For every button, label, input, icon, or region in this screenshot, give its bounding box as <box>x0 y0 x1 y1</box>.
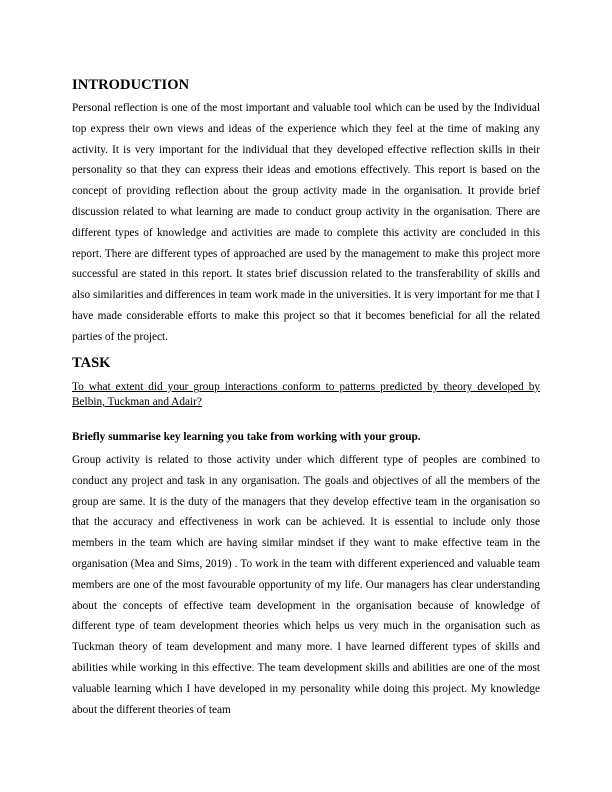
introduction-paragraph: Personal reflection is one of the most important and valuable tool which can be used by the Individual top express their own views and ideas of the experience which they feel at the time of making any activity. It is very important for the individual that they developed effective reflection skills in their personality so that they can express their ideas and emotions effectively. This report is based on the concept of providing reflection about the group activity made in the organisation. It provide brief discussion related to what learning are made to conduct group activity in the organisation. There are different types of knowledge and activities are made to complete this activity are concluded in this report. There are different types of approached are used by the management to make this project more successful are stated in this report. It states brief discussion related to the transferability of skills and also similarities and differences in team work made in the universities. It is very important for me that I have made considerable efforts to make this project so that it becomes beneficial for all the related parties of the project. <box>72 102 540 343</box>
task-paragraph: Group activity is related to those activity under which different type of peoples are combined to conduct any project and task in any organisation. The goals and objectives of all the members of the group are same. It is the duty of the managers that they develop effective team in the organisation so that the accuracy and effectiveness in work can be achieved. It is essential to include only those members in the team which are having similar mindset if they want to make effective team in the organisation (Mea and Sims, 2019) . To work in the team with different experienced and valuable team members are one of the most favourable opportunity of my life. Our managers has clear understanding about the concepts of effective team development in the organisation because of knowledge of different type of team development theories which helps us very much in the organisation such as Tuckman theory of team development and many more. I have learned different types of skills and abilities while working in this effective. The team development skills and abilities are one of the most valuable learning which I have developed in my personality while doing this project. My knowledge about the different theories of team <box>72 454 540 716</box>
task-question: To what extent did your group interactions conform to patterns predicted by theory developed by Belbin, Tuckman and Adair? <box>72 381 540 408</box>
task-heading: TASK <box>72 355 111 371</box>
task-subheading: Briefly summarise key learning you take from working with your group. <box>72 431 421 443</box>
introduction-heading: INTRODUCTION <box>72 77 190 93</box>
